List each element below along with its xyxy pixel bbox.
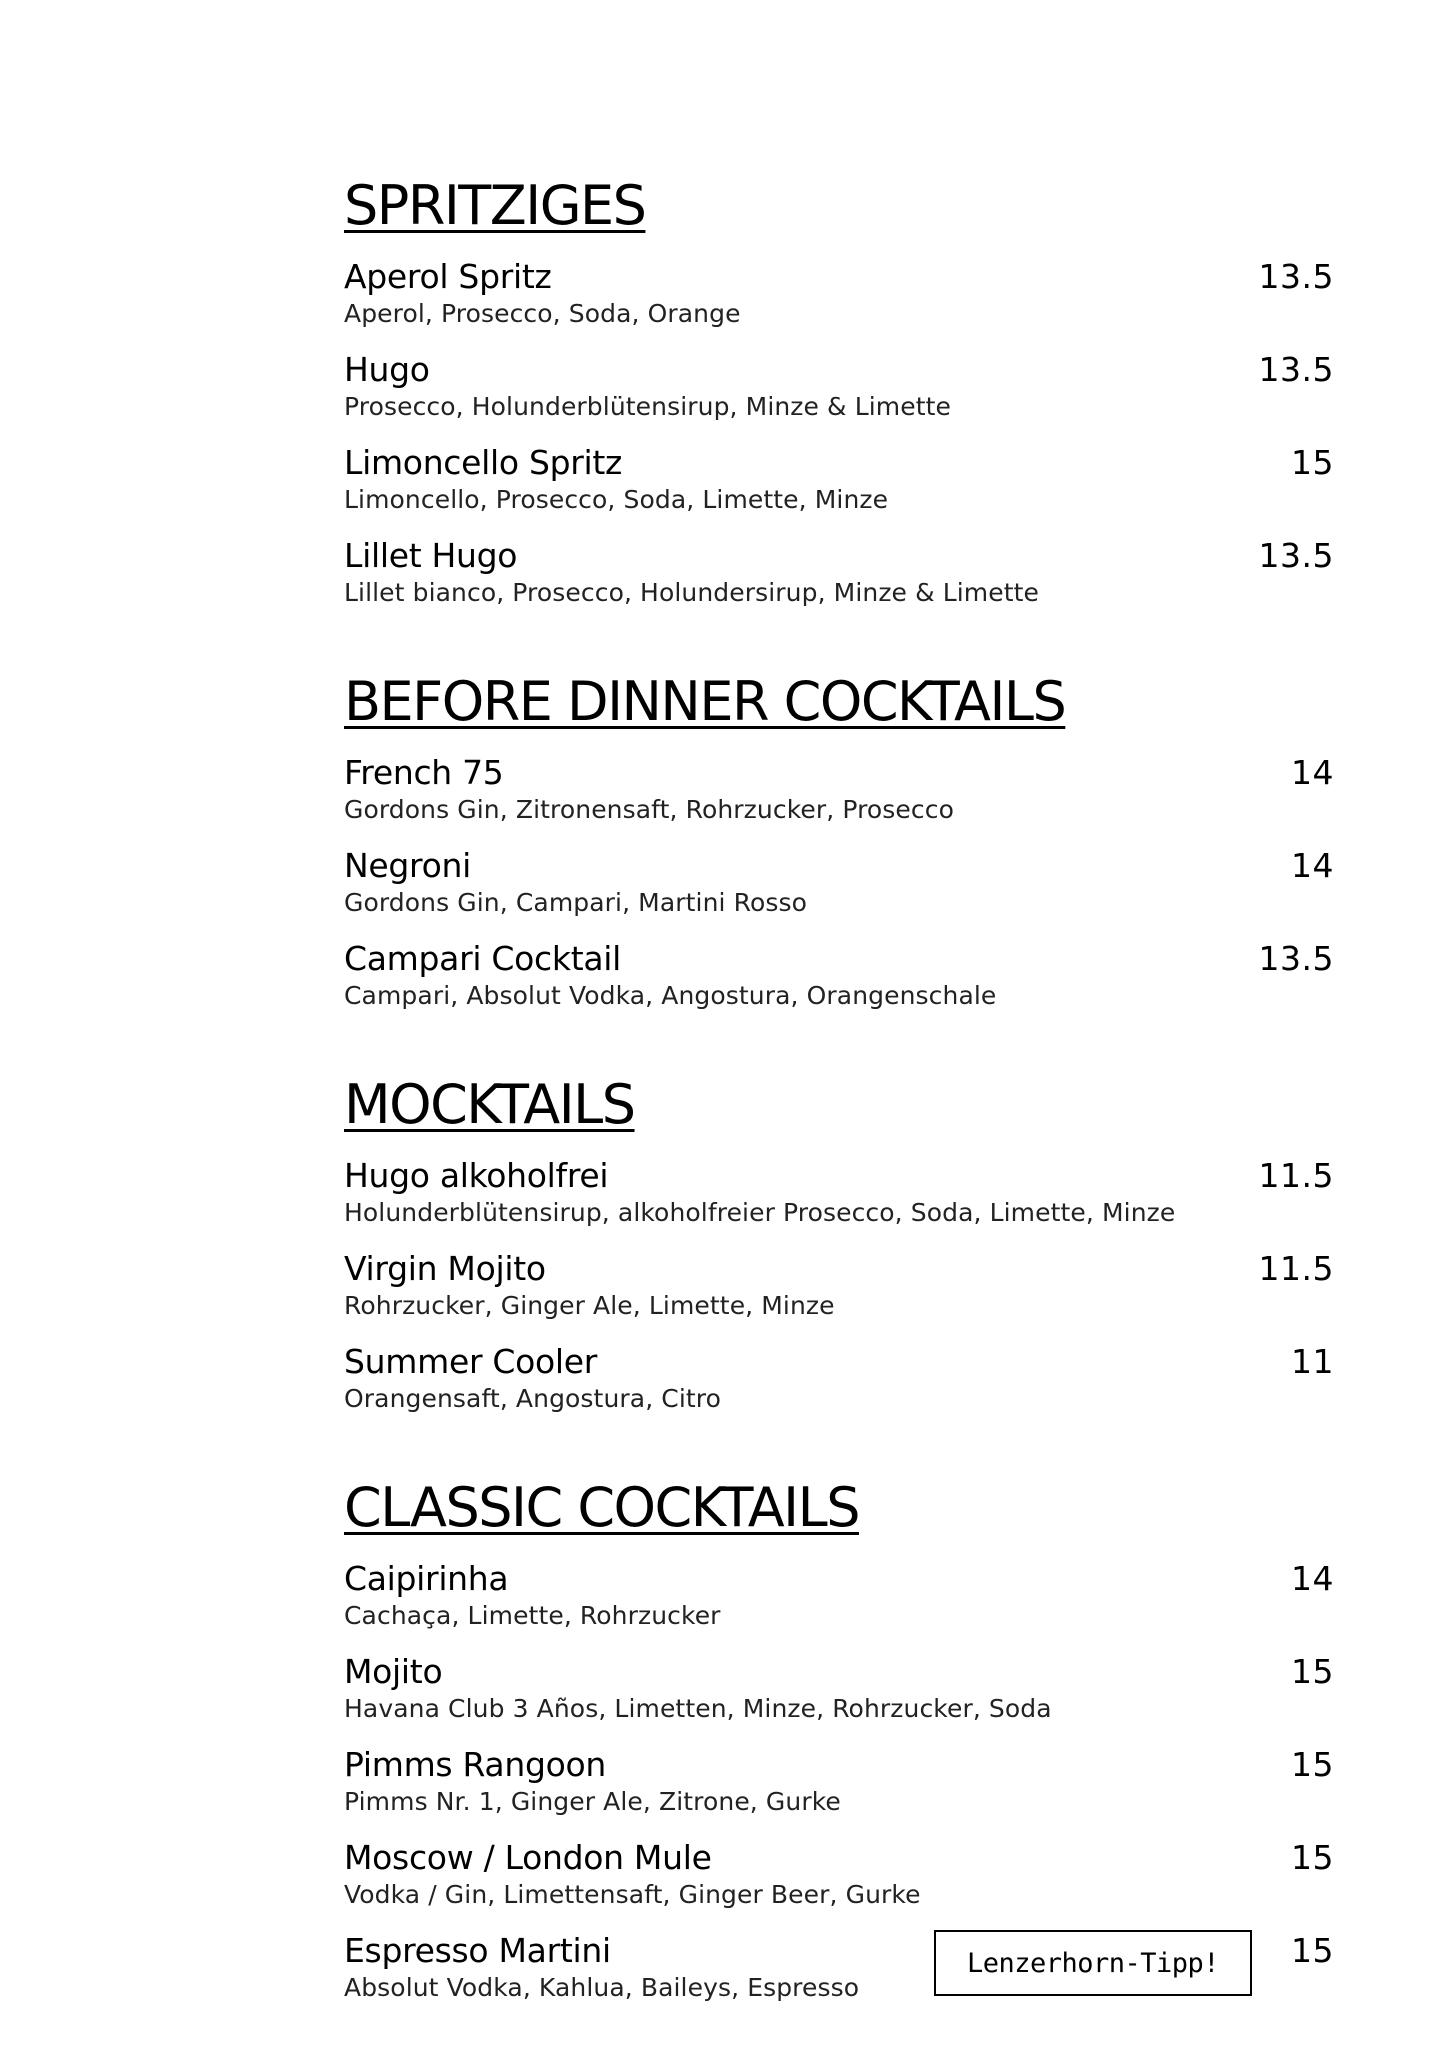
section-title: CLASSIC COCKTAILS (344, 1476, 859, 1539)
item-price: 14 (1291, 846, 1334, 885)
section-spritziges (344, 170, 1334, 628)
menu-item (344, 1930, 1334, 2023)
item-name: Limoncello Spritz (344, 443, 623, 482)
menu-item (344, 938, 1334, 1031)
item-price: 15 (1291, 443, 1334, 482)
item-name: Summer Cooler (344, 1342, 598, 1381)
menu-item (344, 1558, 1334, 1651)
item-price: 14 (1291, 753, 1334, 792)
item-description: Prosecco, Holunderblütensirup, Minze & Limette (344, 392, 951, 421)
item-description: Rohrzucker, Ginger Ale, Limette, Minze (344, 1291, 835, 1320)
item-price: 14 (1291, 1559, 1334, 1598)
item-price: 15 (1291, 1652, 1334, 1691)
menu-item (344, 256, 1334, 349)
item-description: Absolut Vodka, Kahlua, Baileys, Espresso (344, 1973, 860, 2002)
item-description: Gordons Gin, Zitronensaft, Rohrzucker, Prosecco (344, 795, 954, 824)
recommendation-badge: Lenzerhorn-Tipp! (934, 1930, 1252, 1996)
item-price: 13.5 (1258, 257, 1334, 296)
item-price: 13.5 (1258, 350, 1334, 389)
menu-item (344, 1155, 1334, 1248)
item-description: Campari, Absolut Vodka, Angostura, Orangenschale (344, 981, 997, 1010)
menu-item (344, 752, 1334, 845)
section-title: BEFORE DINNER COCKTAILS (344, 670, 1066, 733)
item-price: 15 (1291, 1931, 1334, 1970)
item-name: Negroni (344, 846, 471, 885)
section-mocktails (344, 1069, 1334, 1434)
item-name: French 75 (344, 753, 504, 792)
menu-item (344, 1248, 1334, 1341)
item-name: Hugo (344, 350, 430, 389)
menu-item (344, 1651, 1334, 1744)
drinks-menu (344, 170, 1334, 2061)
section-title: MOCKTAILS (344, 1073, 635, 1136)
item-name: Aperol Spritz (344, 257, 552, 296)
item-price: 13.5 (1258, 536, 1334, 575)
item-description: Gordons Gin, Campari, Martini Rosso (344, 888, 808, 917)
item-name: Caipirinha (344, 1559, 509, 1598)
section-title: SPRITZIGES (344, 174, 646, 237)
item-description: Orangensaft, Angostura, Citro (344, 1384, 722, 1413)
item-name: Lillet Hugo (344, 536, 518, 575)
menu-item (344, 535, 1334, 628)
item-price: 13.5 (1258, 939, 1334, 978)
item-price: 15 (1291, 1838, 1334, 1877)
menu-item (344, 1341, 1334, 1434)
item-name: Moscow / London Mule (344, 1838, 712, 1877)
menu-item (344, 1837, 1334, 1930)
item-description: Vodka / Gin, Limettensaft, Ginger Beer, Gurke (344, 1880, 921, 1909)
item-price: 11.5 (1258, 1156, 1334, 1195)
menu-item (344, 1744, 1334, 1837)
item-name: Campari Cocktail (344, 939, 621, 978)
menu-item (344, 349, 1334, 442)
section-before-dinner-cocktails (344, 666, 1334, 1031)
item-name: Pimms Rangoon (344, 1745, 607, 1784)
menu-item (344, 845, 1334, 938)
item-name: Hugo alkoholfrei (344, 1156, 609, 1195)
item-description: Lillet bianco, Prosecco, Holundersirup, Minze & Limette (344, 578, 1040, 607)
item-price: 15 (1291, 1745, 1334, 1784)
item-name: Virgin Mojito (344, 1249, 546, 1288)
item-price: 11 (1291, 1342, 1334, 1381)
item-description: Cachaça, Limette, Rohrzucker (344, 1601, 721, 1630)
item-name: Espresso Martini (344, 1931, 611, 1970)
item-description: Holunderblütensirup, alkoholfreier Prosecco, Soda, Limette, Minze (344, 1198, 1176, 1227)
item-description: Limoncello, Prosecco, Soda, Limette, Minze (344, 485, 889, 514)
item-description: Havana Club 3 Años, Limetten, Minze, Rohrzucker, Soda (344, 1694, 1052, 1723)
item-description: Pimms Nr. 1, Ginger Ale, Zitrone, Gurke (344, 1787, 841, 1816)
item-description: Aperol, Prosecco, Soda, Orange (344, 299, 741, 328)
item-price: 11.5 (1258, 1249, 1334, 1288)
item-name: Mojito (344, 1652, 443, 1691)
menu-item (344, 442, 1334, 535)
section-classic-cocktails (344, 1472, 1334, 2023)
